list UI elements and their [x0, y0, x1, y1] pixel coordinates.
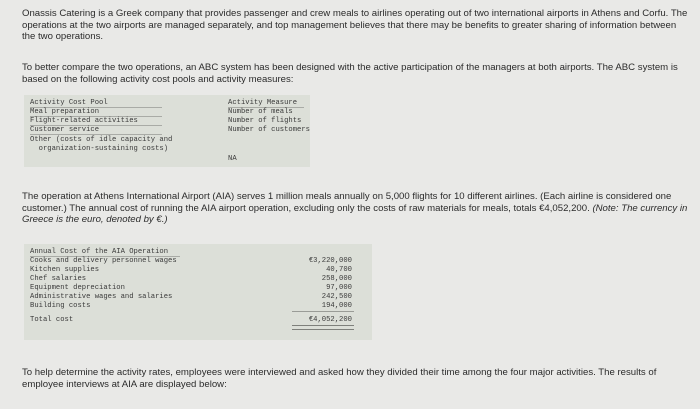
- header-activity-measure: Activity Measure: [228, 99, 298, 107]
- measure-number-of-flights: Number of flights: [228, 117, 302, 125]
- aia-operation-paragraph: [22, 191, 690, 226]
- cost-label-administrative-wages: Administrative wages and salaries: [30, 293, 173, 301]
- cost-value-chef-salaries: 258,000: [321, 275, 352, 283]
- subtotal-rule: [292, 311, 354, 312]
- cost-label-cooks-wages: Cooks and delivery personnel wages: [30, 257, 177, 265]
- cost-label-kitchen-supplies: Kitchen supplies: [30, 266, 100, 274]
- pool-customer-service: Customer service: [30, 126, 100, 134]
- cost-label-building-costs: Building costs: [30, 302, 91, 310]
- measure-number-of-customers: Number of customers: [228, 126, 310, 134]
- intro-paragraph: Onassis Catering is a Greek company that provides passenger and crew meals to airlines operating out of two international airports in Athens and Corfu. The operations at the two airports are managed separately, and top management believes that there may be benefits to greater sharing of information between the two operations.: [22, 8, 688, 43]
- total-cost-label: Total cost: [30, 316, 74, 324]
- interviews-paragraph: To help determine the activity rates, employees were interviewed and asked how they divided their time among the four major activities. The results of employee interviews at AIA are displayed below:: [22, 367, 657, 390]
- pool-other-line-1: Other (costs of idle capacity and: [30, 136, 173, 144]
- total-double-rule: [292, 325, 354, 330]
- pool-meal-preparation: Meal preparation: [30, 108, 100, 116]
- total-cost-value: €4,052,200: [308, 316, 352, 324]
- abc-system-paragraph: To better compare the two operations, an ABC system has been designed with the active participation of the managers at both airports. The ABC system is based on the following activity cost pools and activity measures:: [22, 62, 678, 85]
- currency-note: (Note: The currency in Greece is the euro, denoted by €.): [22, 202, 688, 226]
- measure-number-of-meals: Number of meals: [228, 108, 293, 116]
- measure-na: NA: [228, 155, 237, 163]
- cost-value-building-costs: 194,000: [321, 302, 352, 310]
- cost-value-cooks-wages: €3,220,000: [308, 257, 352, 265]
- cost-value-administrative-wages: 242,500: [321, 293, 352, 301]
- activity-cost-pool-table: [24, 95, 310, 167]
- header-activity-cost-pool: Activity Cost Pool: [30, 99, 108, 107]
- cost-label-equipment-depreciation: Equipment depreciation: [30, 284, 125, 292]
- cost-value-equipment-depreciation: 97,000: [326, 284, 352, 292]
- pool-other-line-2: organization-sustaining costs): [30, 145, 169, 153]
- annual-cost-table: [24, 244, 372, 340]
- cost-table-header: Annual Cost of the AIA Operation: [30, 248, 169, 256]
- cost-label-chef-salaries: Chef salaries: [30, 275, 87, 283]
- pool-flight-related-activities: Flight-related activities: [30, 117, 138, 125]
- row-divider: [30, 134, 162, 135]
- cost-value-kitchen-supplies: 40,700: [326, 266, 352, 274]
- aia-operation-text: The operation at Athens International Airport (AIA) serves 1 million meals annually on 5,000 flights for 10 different airlines. (Each airline is considered one customer.) The annual cost of running the AIA airport operation, excluding only the costs of raw materials for meals, totals €4,052,200.: [22, 191, 672, 214]
